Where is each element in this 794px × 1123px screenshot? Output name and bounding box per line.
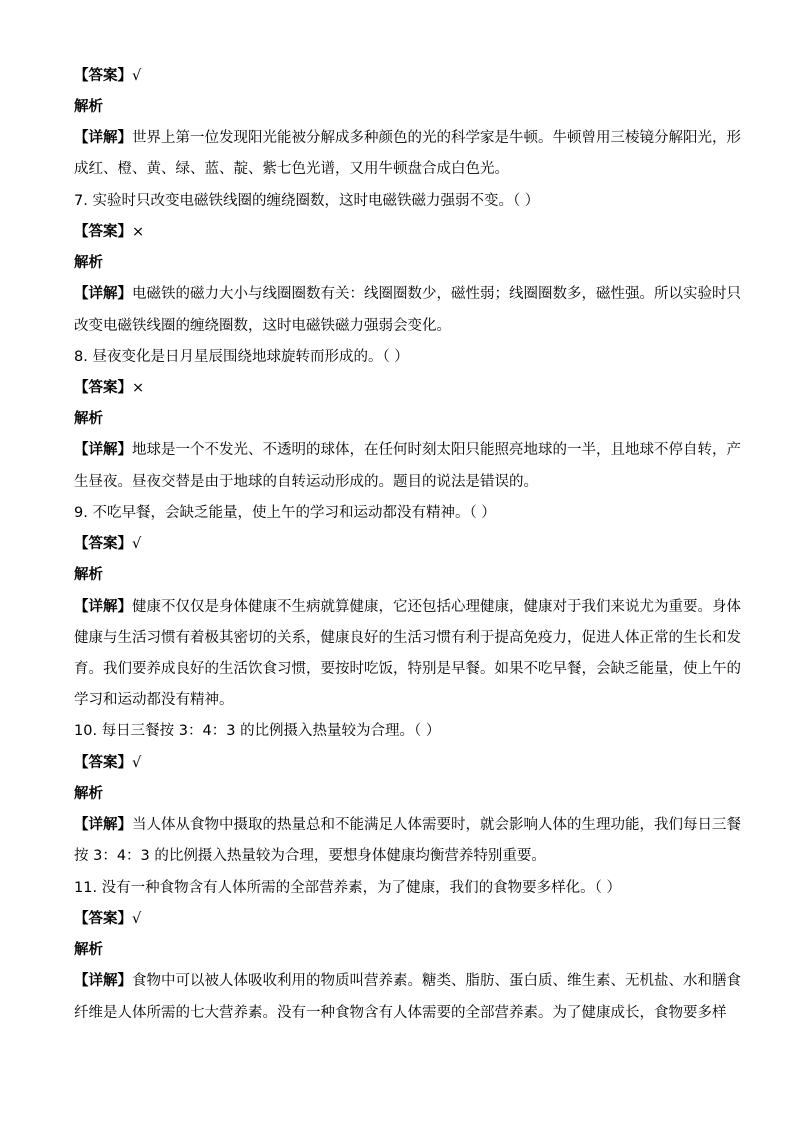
answer-line [74,378,144,398]
detail-line [74,284,741,304]
detail-tag: 【详解】 [74,973,132,989]
analysis-heading: 解析 [74,786,103,802]
detail-text: 食物中可以被人体吸收利用的物质叫营养素。糖类、脂肪、蛋白质、维生素、无机盐、水和膳食 [132,973,741,989]
detail-text: 世界上第一位发现阳光能被分解成多种颜色的光的科学家是牛顿。牛顿曾用三棱镜分解阳光，形 [132,130,741,146]
detail-text-continued: 纤维是人体所需的七大营养素。没有一种食物含有人体需要的全部营养素。为了健康成长，食物要多样 [74,1005,727,1021]
answer-tag: 【答案】 [74,224,132,240]
detail-tag: 【详解】 [74,130,132,146]
answer-tag: 【答案】 [74,536,132,552]
detail-text: 地球是一个不发光、不透明的球体，在任何时刻太阳只能照亮地球的一半，且地球不停自转，产 [132,442,741,458]
analysis-heading: 解析 [74,255,103,271]
answer-value: √ [132,755,142,771]
analysis-heading: 解析 [74,99,103,115]
answer-value: × [132,380,145,396]
detail-line [74,815,741,835]
detail-tag: 【详解】 [74,599,132,615]
answer-line [74,909,141,929]
analysis-heading: 解析 [74,411,103,427]
answer-line [74,222,144,242]
detail-line [74,597,741,617]
detail-text-continued: 育。我们要养成良好的生活饮食习惯，要按时吃饭，特别是早餐。如果不吃早餐，会缺乏能量，使上午的 [74,661,741,677]
detail-text: 健康不仅仅是身体健康不生病就算健康，它还包括心理健康，健康对于我们来说尤为重要。身体 [132,599,741,615]
detail-line [74,128,741,148]
detail-line [74,440,741,460]
analysis-heading: 解析 [74,567,103,583]
detail-text-continued: 学习和运动都没有精神。 [74,692,234,708]
detail-text-continued: 成红、橙、黄、绿、蓝、靛、紫七色光谱，又用牛顿盘合成白色光。 [74,161,509,177]
detail-text-continued: 生昼夜。昼夜交替是由于地球的自转运动形成的。题目的说法是错误的。 [74,474,538,490]
question-10: 10. 每日三餐按 3：4：3 的比例摄入热量较为合理。（ ） [74,723,441,739]
answer-line [74,534,141,554]
detail-line [74,971,741,991]
question-7: 7. 实验时只改变电磁铁线圈的缠绕圈数，这时电磁铁磁力强弱不变。（ ） [74,193,540,209]
answer-tag: 【答案】 [74,68,132,84]
detail-text-continued: 按 3：4：3 的比例摄入热量较为合理，要想身体健康均衡营养特别重要。 [74,848,546,864]
detail-text: 电磁铁的磁力大小与线圈圈数有关：线圈圈数少，磁性弱；线圈圈数多，磁性强。所以实验时只 [132,286,741,302]
answer-value: √ [132,536,142,552]
detail-tag: 【详解】 [74,817,132,833]
question-8: 8. 昼夜变化是日月星辰围绕地球旋转而形成的。（ ） [74,349,409,365]
answer-value: √ [132,911,142,927]
detail-text-continued: 健康与生活习惯有着极其密切的关系，健康良好的生活习惯有利于提高免疫力，促进人体正常的生长和发 [74,630,741,646]
detail-tag: 【详解】 [74,442,132,458]
answer-tag: 【答案】 [74,755,132,771]
answer-line [74,66,141,86]
answer-value: × [132,224,145,240]
question-11: 11. 没有一种食物含有人体所需的全部营养素，为了健康，我们的食物要多样化。（ ） [74,880,622,896]
answer-line [74,753,141,773]
detail-text: 当人体从食物中摄取的热量总和不能满足人体需要时，就会影响人体的生理功能，我们每日三餐 [132,817,741,833]
question-9: 9. 不吃早餐，会缺乏能量，使上午的学习和运动都没有精神。（ ） [74,505,496,521]
detail-text-continued: 改变电磁铁线圈的缠绕圈数，这时电磁铁磁力强弱会变化。 [74,318,451,334]
answer-tag: 【答案】 [74,380,132,396]
detail-tag: 【详解】 [74,286,132,302]
analysis-heading: 解析 [74,942,103,958]
answer-value: √ [132,68,142,84]
answer-tag: 【答案】 [74,911,132,927]
